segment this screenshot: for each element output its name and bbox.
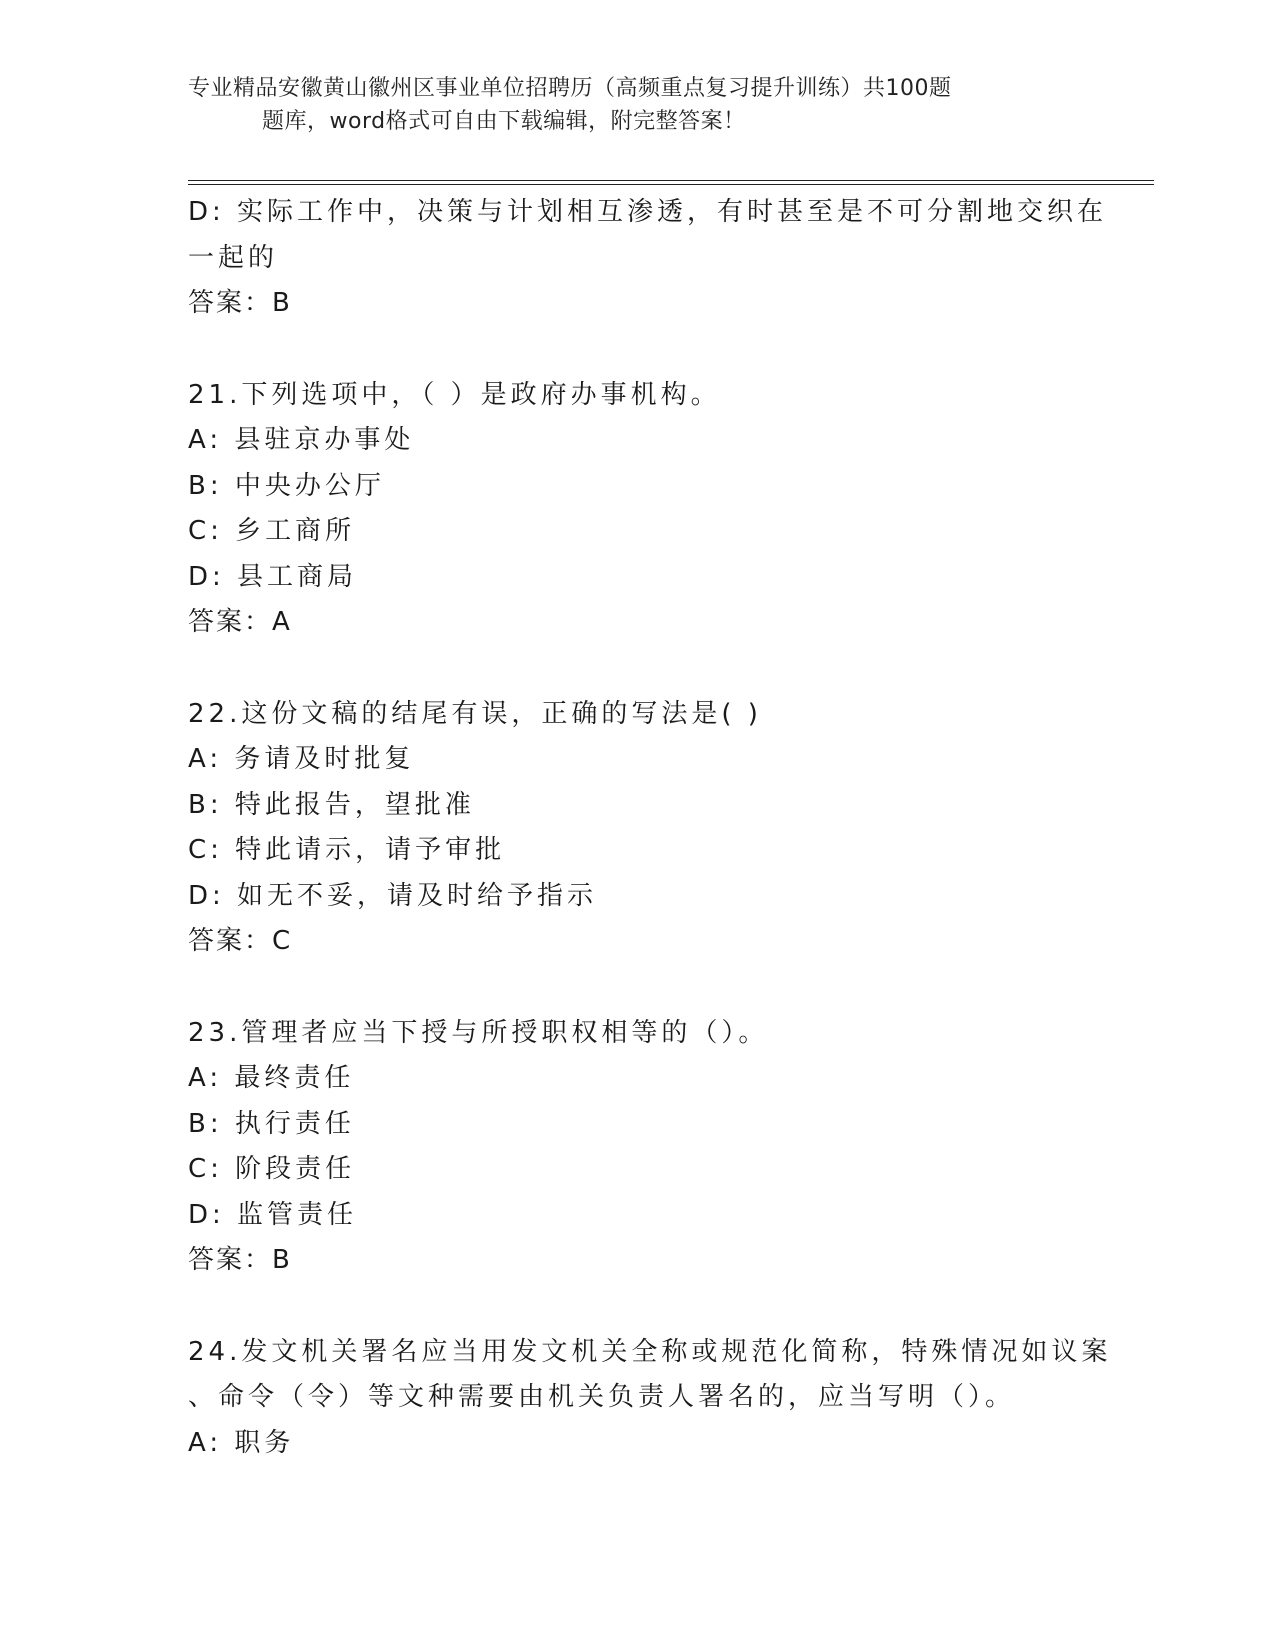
- answer-line: 答案：C: [188, 926, 293, 956]
- question-stem: 21.下列选项中，（ ）是政府办事机构。: [188, 379, 721, 410]
- answer-line: 答案：B: [188, 288, 292, 318]
- option-c: C: 乡工商所: [188, 516, 356, 546]
- answer-line: 答案：B: [188, 1245, 292, 1275]
- option-d: D: 监管责任: [188, 1199, 358, 1230]
- option-d: D: 实际工作中，决策与计划相互渗透，有时甚至是不可分割地交织在: [188, 197, 1108, 227]
- option-a: A: 职务: [188, 1427, 295, 1458]
- header-divider-top: [188, 180, 1154, 181]
- option-b: B: 执行责任: [188, 1108, 355, 1139]
- option-c: C: 阶段责任: [188, 1154, 356, 1184]
- option-a: A: 务请及时批复: [188, 744, 415, 774]
- spacer: [188, 646, 1108, 692]
- page-header: [188, 72, 1088, 138]
- spacer: [188, 1284, 1108, 1330]
- option-d: D: 县工商局: [188, 561, 358, 592]
- question-stem-continued: 、命令（令）等文种需要由机关负责人署名的，应当写明（）。: [188, 1382, 1016, 1412]
- question-stem: 22.这份文稿的结尾有误，正确的写法是( ): [188, 698, 762, 729]
- header-title-line2: 题库，word格式可自由下载编辑，附完整答案！: [262, 109, 746, 134]
- option-b: B: 特此报告，望批准: [188, 789, 475, 820]
- option-a: A: 县驻京办事处: [188, 425, 415, 455]
- answer-line: 答案：A: [188, 607, 292, 637]
- question-stem: 23.管理者应当下授与所授职权相等的（）。: [188, 1017, 769, 1048]
- spacer: [188, 327, 1108, 373]
- option-c: C: 特此请示，请予审批: [188, 835, 506, 865]
- option-a: A: 最终责任: [188, 1063, 355, 1093]
- spacer: [188, 965, 1108, 1011]
- header-divider-bottom: [188, 184, 1154, 185]
- option-b: B: 中央办公厅: [188, 470, 385, 501]
- question-stem: 24.发文机关署名应当用发文机关全称或规范化简称，特殊情况如议案: [188, 1336, 1112, 1367]
- question-content: [188, 190, 1112, 1466]
- option-d-continued: 一起的: [188, 242, 279, 273]
- option-d: D: 如无不妥，请及时给予指示: [188, 880, 598, 911]
- header-title-line1: 专业精品安徽黄山徽州区事业单位招聘历（高频重点复习提升训练）共100题: [188, 76, 952, 101]
